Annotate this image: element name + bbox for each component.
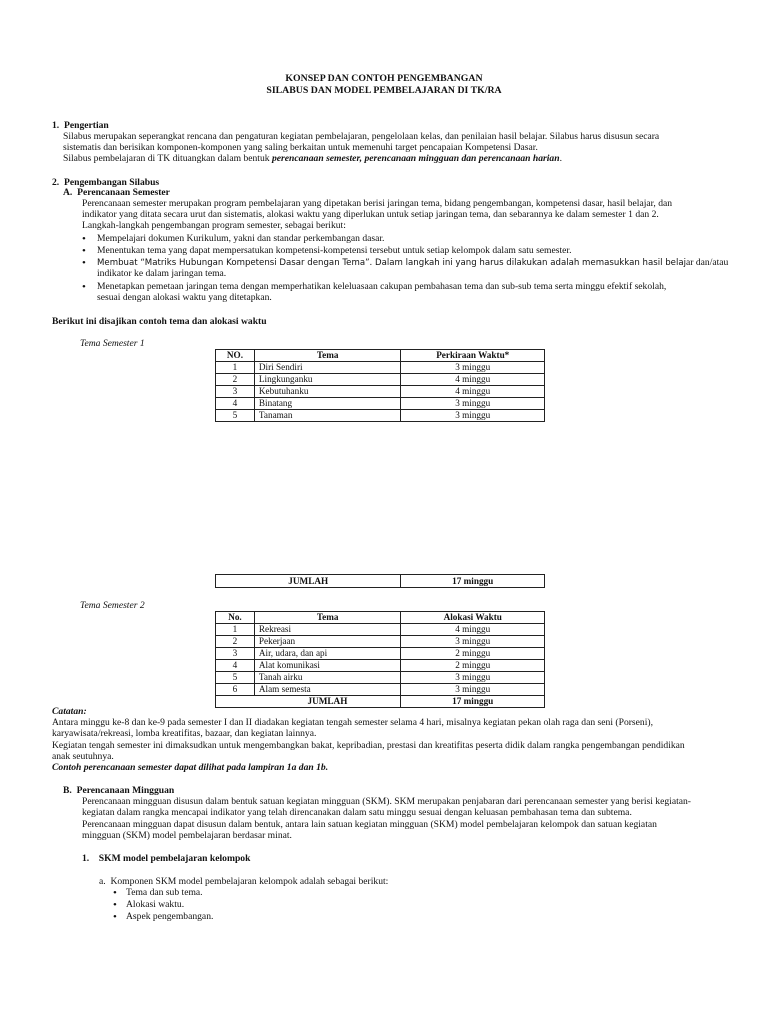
cell-tema: Tanaman <box>254 410 401 422</box>
section-2-heading: 2. Pengembangan Silabus <box>52 177 160 188</box>
cell-no: 2 <box>216 636 255 648</box>
section-1-emphasis: perencanaan semester, perencanaan mingguan dan perencanaan harian <box>271 153 560 164</box>
table-row <box>216 624 545 636</box>
cell-waktu: 3 minggu <box>401 398 545 410</box>
table-row <box>216 672 545 684</box>
subsection-b-line-4: mingguan (SKM) model pembelajaran berdasar minat. <box>82 830 292 841</box>
bullet-icon: • <box>113 911 117 923</box>
cell-empty <box>216 696 255 708</box>
subsection-a-line-1: Perencanaan semester merupakan program pembelajaran yang dipetakan berisi jaringan tema, bidang pengembangan, kompetensi dasar, hasil belajar, dan <box>82 198 673 209</box>
note-line-5: Contoh perencanaan semester dapat dilihat pada lampiran 1a dan 1b. <box>52 762 329 773</box>
intro-heading: Berikut ini disajikan contoh tema dan alokasi waktu <box>52 316 267 327</box>
cell-tema: Alam semesta <box>254 684 401 696</box>
cell-tema: Binatang <box>254 398 401 410</box>
bullet-icon: • <box>113 899 117 911</box>
semester-1-total-table <box>215 574 545 588</box>
cell-no: 1 <box>216 362 255 374</box>
semester-2-table <box>215 611 545 708</box>
table-row <box>216 398 545 410</box>
note-line-4: anak seutuhnya. <box>52 751 114 762</box>
section-1-paragraph-line-1: Silabus merupakan seperangkat rencana dan pengaturan kegiatan pembelajaran, pengelolaan kelas, dan penilaian hasil belajar. Silabus harus disusun secara <box>63 131 660 142</box>
column-header-tema: Tema <box>254 350 401 362</box>
bullet-text-highlight: Membuat “Matriks Hubungan Kompetensi Dasar dengan Tema”. Dalam langkah ini yang harus dilakukan adalah memasukkan hasil belaj <box>97 258 686 268</box>
cell-no: 6 <box>216 684 255 696</box>
subsection-b-line-2: kegiatan dalam rangka mencapai indikator yang telah direncanakan dalam satu minggu sesuai dengan keluasan pembahasan tema dan subtema. <box>82 807 632 818</box>
bullet-icon <box>82 281 92 294</box>
cell-no: 4 <box>216 660 255 672</box>
bullet-item <box>0 233 768 245</box>
document-title-line-1: KONSEP DAN CONTOH PENGEMBANGAN <box>285 73 483 84</box>
section-1-period: . <box>559 153 562 164</box>
cell-waktu: 4 minggu <box>401 386 545 398</box>
bullet-text-rest: ar dan/atau <box>686 257 729 268</box>
subsection-b-heading: B. Perencanaan Mingguan <box>63 785 175 796</box>
cell-no: 5 <box>216 410 255 422</box>
cell-waktu: 3 minggu <box>401 410 545 422</box>
bullet-item <box>0 257 768 281</box>
cell-tema: Air, udara, dan api <box>254 648 401 660</box>
cell-alokasi: 2 minggu <box>401 648 545 660</box>
note-label: Catatan: <box>52 706 87 717</box>
semester-1-table <box>215 349 545 422</box>
table-row <box>216 386 545 398</box>
semester-2-label: Tema Semester 2 <box>80 600 145 611</box>
cell-no: 4 <box>216 398 255 410</box>
note-line-1: Antara minggu ke-8 dan ke-9 pada semester I dan II diadakan kegiatan tengah semester selama 4 hari, misalnya kegiatan pekan olah raga dan seni (Porseni), <box>52 717 653 728</box>
subsection-a-heading: A. Perencanaan Semester <box>63 187 170 198</box>
cell-tema: Kebutuhanku <box>254 386 401 398</box>
cell-no: 3 <box>216 648 255 660</box>
table-row <box>216 636 545 648</box>
cell-no: 3 <box>216 386 255 398</box>
table-total-row <box>216 696 545 708</box>
note-line-3: Kegiatan tengah semester ini dimaksudkan untuk mengembangkan bakat, kepribadian, prestasi dan kreatifitas peserta didik dalam rangka pengembangan pendidikan <box>52 740 685 751</box>
subsection-a-line-3: Langkah-langkah pengembangan program semester, sebagai berikut: <box>82 220 346 231</box>
bullet-text: Menetapkan pemetaan jaringan tema dengan memperhatikan keleluasaan cakupan pembahasan tema dan sub-sub tema serta minggu efektif sekolah, <box>97 281 667 292</box>
cell-waktu: 3 minggu <box>401 362 545 374</box>
subsection-b-line-1: Perencanaan mingguan disusun dalam bentuk satuan kegiatan mingguan (SKM). SKM merupakan penjabaran dari perencanaan semester yang berisi kegiatan- <box>82 796 692 807</box>
column-header-tema: Tema <box>254 612 401 624</box>
cell-alokasi: 4 minggu <box>401 624 545 636</box>
list-item-text: Tema dan sub tema. <box>126 887 203 898</box>
cell-tema: Diri Sendiri <box>254 362 401 374</box>
note-line-2: karyawisata/rekreasi, lomba kreatifitas, bazaar, dan kegiatan lainnya. <box>52 728 317 739</box>
subsection-b1-heading: 1. SKM model pembelajaran kelompok <box>82 853 251 864</box>
section-1-paragraph-2 <box>63 153 562 165</box>
bullet-text: Mempelajari dokumen Kurikulum, yakni dan standar perkembangan dasar. <box>97 233 385 244</box>
total-value: 17 minggu <box>401 575 545 588</box>
document-title-line-2: SILABUS DAN MODEL PEMBELAJARAN DI TK/RA <box>266 85 502 96</box>
subsection-a-line-2: indikator yang ditata secara urut dan sistematis, alokasi waktu yang diperlukan untuk setiap jaringan tema, dan sebarannya ke dalam semester 1 dan 2. <box>82 209 659 220</box>
bullet-text-continued: indikator ke dalam jaringan tema. <box>97 268 227 279</box>
section-1-text: Silabus pembelajaran di TK dituangkan dalam bentuk <box>63 153 272 164</box>
list-item <box>0 899 768 911</box>
bullet-item <box>0 245 768 257</box>
table-row <box>216 684 545 696</box>
total-label: JUMLAH <box>254 696 401 708</box>
cell-waktu: 4 minggu <box>401 374 545 386</box>
list-item <box>0 911 768 923</box>
bullet-text-continued: sesuai dengan alokasi waktu yang ditetapkan. <box>97 292 272 303</box>
column-header-waktu: Perkiraan Waktu* <box>401 350 545 362</box>
cell-alokasi: 3 minggu <box>401 636 545 648</box>
table-total-row <box>216 575 545 588</box>
cell-tema: Alat komunikasi <box>254 660 401 672</box>
component-intro-line: a. Komponen SKM model pembelajaran kelompok adalah sebagai berikut: <box>99 876 389 887</box>
bullet-icon <box>82 257 92 270</box>
section-1-paragraph-line-2: sistematis dan berisikan komponen-komponen yang saling berkaitan untuk memenuhi target pencapaian Kompetensi Dasar. <box>63 142 538 153</box>
cell-tema: Rekreasi <box>254 624 401 636</box>
total-label: JUMLAH <box>216 575 401 588</box>
cell-no: 5 <box>216 672 255 684</box>
table-row <box>216 660 545 672</box>
cell-alokasi: 2 minggu <box>401 660 545 672</box>
column-header-no: No. <box>216 612 255 624</box>
list-item-text: Alokasi waktu. <box>126 899 185 910</box>
bullet-item <box>0 281 768 305</box>
table-row <box>216 374 545 386</box>
total-value: 17 minggu <box>401 696 545 708</box>
cell-no: 1 <box>216 624 255 636</box>
cell-no: 2 <box>216 374 255 386</box>
section-1-heading: 1. Pengertian <box>52 120 109 131</box>
table-header-row <box>216 350 545 362</box>
list-item-text: Aspek pengembangan. <box>126 911 214 922</box>
cell-tema: Tanah airku <box>254 672 401 684</box>
cell-tema: Pekerjaan <box>254 636 401 648</box>
table-row <box>216 362 545 374</box>
list-item <box>0 887 768 899</box>
table-header-row <box>216 612 545 624</box>
semester-1-label: Tema Semester 1 <box>80 338 145 349</box>
cell-tema: Lingkunganku <box>254 374 401 386</box>
bullet-icon: • <box>113 887 117 899</box>
cell-alokasi: 3 minggu <box>401 672 545 684</box>
table-row <box>216 410 545 422</box>
column-header-alokasi: Alokasi Waktu <box>401 612 545 624</box>
subsection-b-line-3: Perencanaan mingguan dapat disusun dalam bentuk, antara lain satuan kegiatan mingguan (SKM) model pembelajaran kelompok dan satuan kegiatan <box>82 819 657 830</box>
column-header-no: NO. <box>216 350 255 362</box>
cell-alokasi: 3 minggu <box>401 684 545 696</box>
bullet-text: Menentukan tema yang dapat mempersatukan kompetensi-kompetensi tersebut untuk setiap kelompok dalam satu semester. <box>97 245 572 256</box>
table-row <box>216 648 545 660</box>
